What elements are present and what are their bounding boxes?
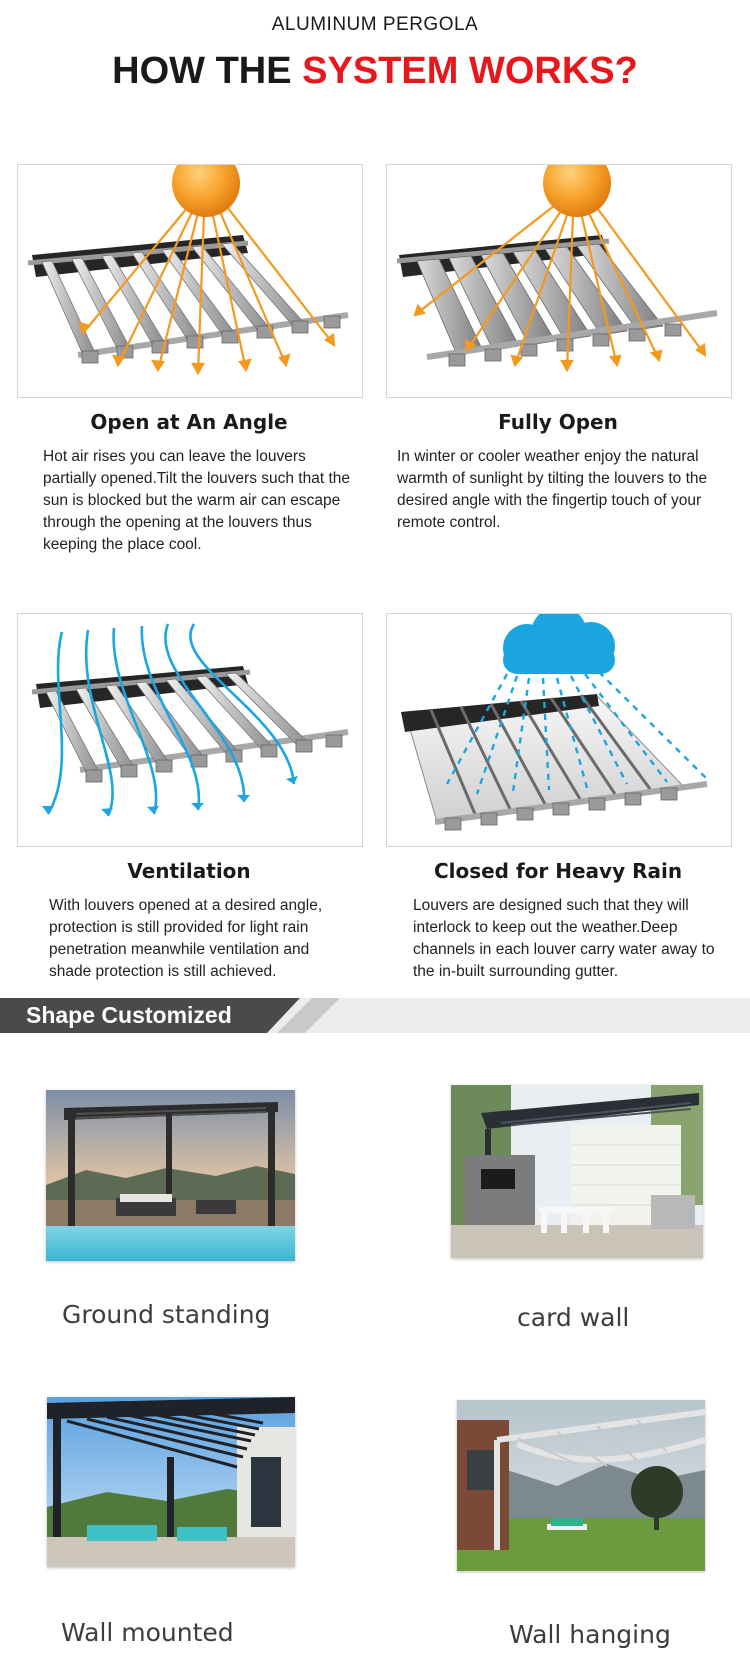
- feature-title-3: Ventilation: [127, 859, 251, 883]
- pergola-terrace-photo: [47, 1397, 295, 1567]
- airflow-icon: [48, 624, 294, 816]
- caption-ground-standing: Ground standing: [62, 1300, 271, 1329]
- pergola-pool-photo: [46, 1090, 295, 1261]
- caption-wall-mounted: Wall mounted: [61, 1618, 234, 1647]
- section-title: Shape Customized: [26, 1002, 232, 1028]
- rain-cloud-icon: [503, 614, 615, 674]
- caption-wall-hanging: Wall hanging: [509, 1620, 671, 1649]
- diagram-fully-open: [386, 164, 732, 398]
- pergola-garden-photo: [457, 1400, 705, 1571]
- feature-title-1: Open at An Angle: [90, 410, 288, 434]
- diagram-heavy-rain: [386, 613, 732, 847]
- feature-body-2: In winter or cooler weather enjoy the natural warmth of sunlight by tilting the louvers to the desired angle with the fingertip touch of your remote control.: [397, 448, 708, 531]
- photo-wall-mounted: [47, 1397, 295, 1567]
- diagram-open-angle: [17, 164, 363, 398]
- feature-title-2: Fully Open: [498, 410, 618, 434]
- louver-sun-diagram: [18, 165, 362, 397]
- louver-rain-diagram: [387, 614, 731, 846]
- pergola-wall-photo: [451, 1085, 703, 1258]
- sun-icon: [543, 165, 611, 217]
- feature-title-4: Closed for Heavy Rain: [433, 859, 683, 883]
- feature-body-3: With louvers opened at a desired angle, protection is still provided for light rain penetration meanwhile ventilation and shade protection is still achieved.: [49, 897, 323, 980]
- feature-body-4: Louvers are designed such that they will interlock to keep out the weather.Deep channels in each louver carry water away to the in-built surrounding gutter.: [413, 897, 715, 980]
- caption-card-wall: card wall: [517, 1303, 630, 1332]
- photo-wall-hanging: [457, 1400, 705, 1571]
- feature-body-1: Hot air rises you can leave the louvers partially opened.Tilt the louvers such that the sun is blocked but the warm air can escape through the opening at the louvers thus keeping the place cool.: [43, 448, 351, 553]
- title-black: HOW THE: [112, 50, 303, 92]
- page-eyebrow: ALUMINUM PERGOLA: [271, 14, 479, 35]
- photo-ground-standing: [46, 1090, 295, 1261]
- louver-sun-open-diagram: [387, 165, 731, 397]
- photo-card-wall: [451, 1085, 703, 1258]
- title-red: SYSTEM WORKS?: [302, 50, 638, 92]
- louver-airflow-diagram: [18, 614, 362, 846]
- page-title: [0, 50, 750, 93]
- diagram-ventilation: [17, 613, 363, 847]
